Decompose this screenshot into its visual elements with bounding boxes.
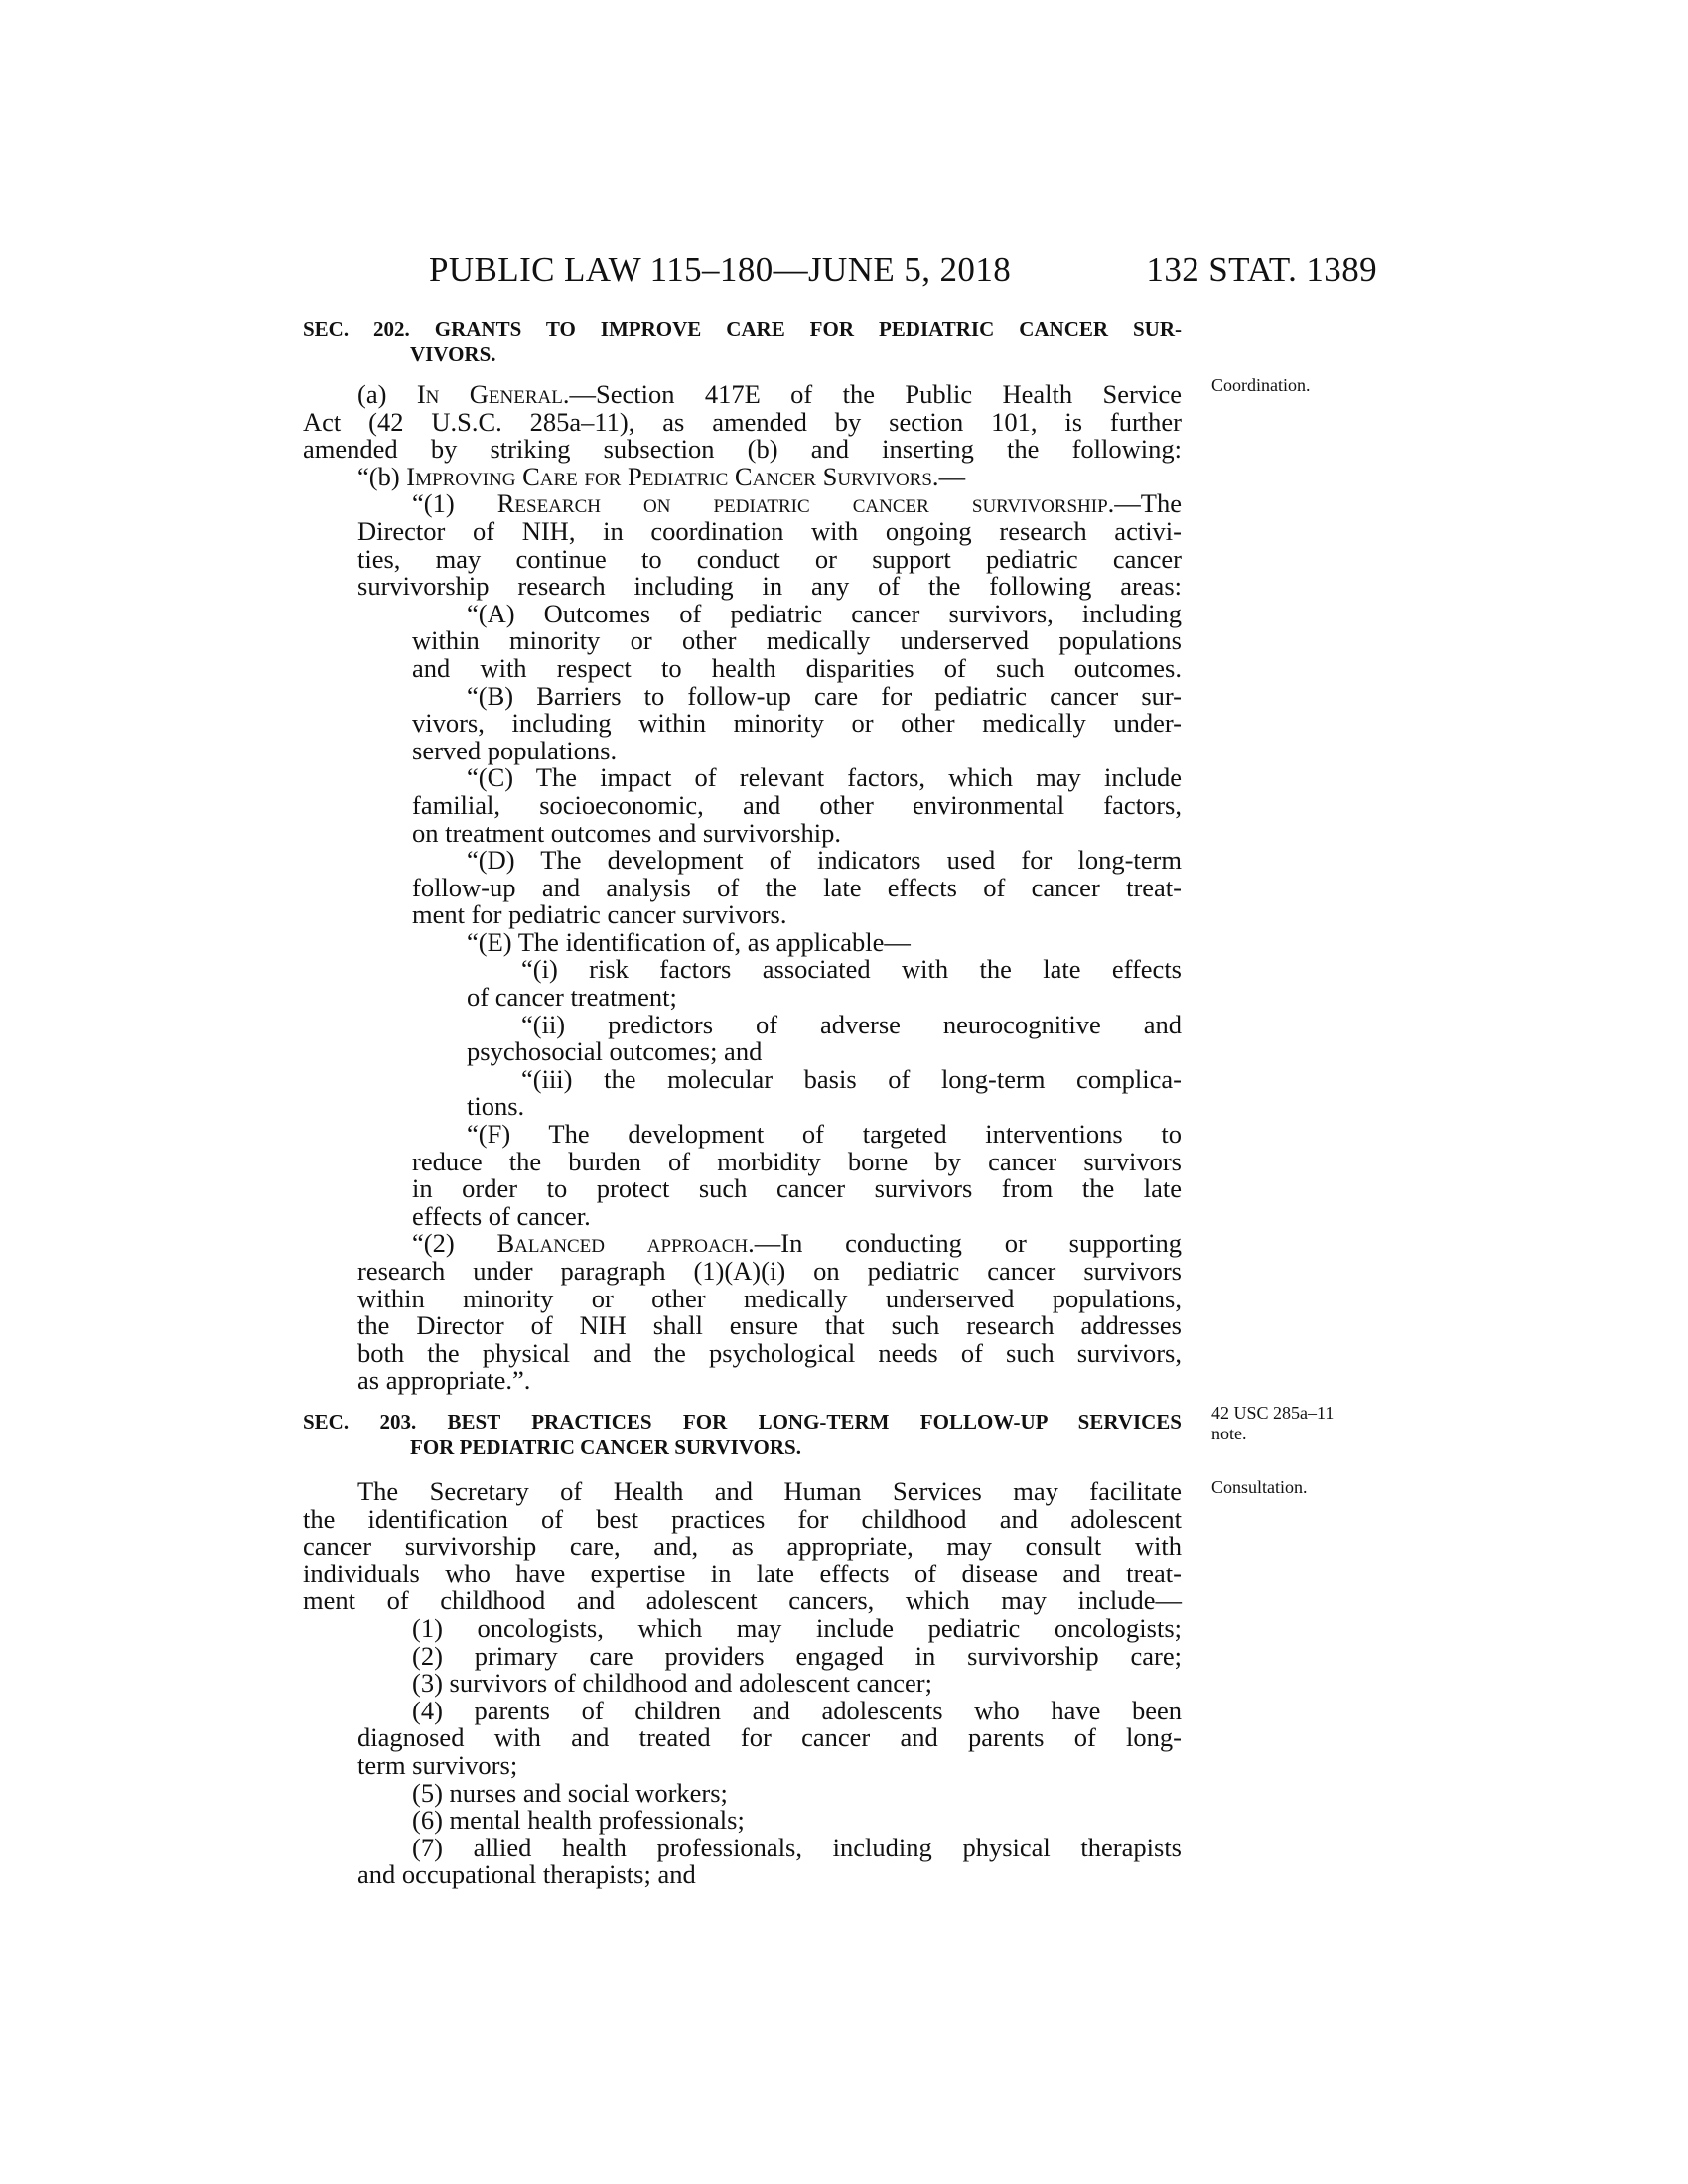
subparagraph-D-line3: ment for pediatric cancer survivors. [412, 899, 787, 930]
sec-202-heading [303, 316, 1182, 367]
sec-203-intro-line4: individuals who have expertise in late effects of disease and treat- [303, 1558, 1182, 1588]
subparagraph-F-line3: in order to protect such cancer survivors from the late [412, 1173, 1182, 1204]
margin-note-consultation: Consultation. [1211, 1477, 1308, 1497]
subsection-a-line2: Act (42 U.S.C. 285a–11), as amended by section 101, is further [303, 406, 1182, 437]
paragraph-1-line4: survivorship research including in any of the following areas: [357, 571, 1182, 602]
paragraph-1-line2: Director of NIH, in coordination with ongoing research activi- [357, 515, 1182, 546]
subsection-b-heading: “(b) Improving Care for Pediatric Cancer Survivors.— [357, 461, 966, 491]
clause-ii-line2: psychosocial outcomes; and [467, 1036, 763, 1067]
sec-203-list [303, 1612, 1182, 1890]
paragraph-2-line3: within minority or other medically underserved populations, [357, 1283, 1182, 1313]
paragraph-2 [303, 1230, 1182, 1395]
list-item-3: (3) survivors of childhood and adolescent cancer; [412, 1668, 932, 1699]
sec-203-heading [303, 1409, 1182, 1460]
margin-note-coordination: Coordination. [1211, 375, 1311, 395]
margin-note-usc-line2: note. [1211, 1424, 1247, 1443]
paragraph-2-line2: research under paragraph (1)(A)(i) on pediatric cancer survivors [357, 1256, 1182, 1286]
sec-203-intro-line5: ment of childhood and adolescent cancers, which may include— [303, 1585, 1182, 1616]
paragraph-2-line4: the Director of NIH shall ensure that such research addresses [357, 1310, 1182, 1341]
list-item-2: (2) primary care providers engaged in survivorship care; [412, 1640, 1182, 1671]
clause-iii-line2: tions. [467, 1091, 525, 1122]
list-item-7-line2: and occupational therapists; and [357, 1859, 696, 1890]
clause-i-line2: of cancer treatment; [467, 982, 677, 1013]
subparagraph-F [303, 1121, 1182, 1230]
subparagraph-C-line3: on treatment outcomes and survivorship. [412, 817, 842, 848]
subsection-a-line1: (a) In General.—Section 417E of the Public Health Service [357, 379, 1182, 409]
sec-203-intro-line3: cancer survivorship care, and, as appropriate, may consult with [303, 1531, 1182, 1562]
subparagraph-A [303, 598, 1182, 683]
sec-202-heading-line2: VIVORS. [410, 342, 496, 366]
list-item-4-line3: term survivors; [357, 1749, 518, 1780]
sec-203-intro-line1: The Secretary of Health and Human Services may facilitate [357, 1475, 1182, 1506]
subparagraph-D-line1: “(D) The development of indicators used for long-term [467, 845, 1182, 876]
subparagraph-D [303, 847, 1182, 929]
paragraph-1 [303, 490, 1182, 600]
subparagraph-A-line2: within minority or other medically underserved populations [412, 625, 1182, 656]
subparagraph-C [303, 764, 1182, 847]
subparagraph-B-line1: “(B) Barriers to follow-up care for pediatric cancer sur- [467, 680, 1182, 711]
paragraph-1-line3: ties, may continue to conduct or support pediatric cancer [357, 543, 1182, 574]
sec-203-heading-line2: FOR PEDIATRIC CANCER SURVIVORS. [410, 1434, 801, 1459]
margin-note-usc-line1: 42 USC 285a–11 [1211, 1403, 1335, 1423]
subparagraph-E [303, 926, 1182, 1122]
list-item-4-line1: (4) parents of children and adolescents who have been [412, 1695, 1182, 1725]
subparagraph-F-line1: “(F) The development of targeted interventions to [467, 1119, 1182, 1150]
list-item-6: (6) mental health professionals; [412, 1805, 745, 1836]
subparagraph-B-line2: vivors, including within minority or other medically under- [412, 708, 1182, 739]
sec-203-intro [303, 1475, 1182, 1616]
subparagraph-B-line3: served populations. [412, 735, 618, 765]
subparagraph-D-line2: follow-up and analysis of the late effects of cancer treat- [412, 872, 1182, 902]
subparagraph-B [303, 680, 1182, 765]
subparagraph-F-line4: effects of cancer. [412, 1200, 591, 1231]
margin-note-usc-citation [1211, 1403, 1334, 1444]
subparagraph-A-line3: and with respect to health disparities of such outcomes. [412, 652, 1182, 683]
paragraph-2-line1: “(2) Balanced approach.—In conducting or supporting [412, 1228, 1183, 1259]
paragraph-1-line1: “(1) Research on pediatric cancer survivorship.—The [412, 488, 1182, 519]
sec-202-heading-line1: SEC. 202. GRANTS TO IMPROVE CARE FOR PEDIATRIC CANCER SUR- [303, 317, 1182, 341]
list-item-5: (5) nurses and social workers; [412, 1777, 728, 1808]
subparagraph-C-line2: familial, socioeconomic, and other environmental factors, [412, 789, 1182, 820]
paragraph-2-line6: as appropriate.”. [357, 1365, 531, 1396]
page-header-title: PUBLIC LAW 115–180—JUNE 5, 2018 [429, 250, 1012, 289]
paragraph-2-line5: both the physical and the psychological needs of such survivors, [357, 1337, 1182, 1368]
clause-iii-line1: “(iii) the molecular basis of long-term complica- [521, 1063, 1182, 1094]
page-header-stat: 132 STAT. 1389 [1146, 250, 1377, 289]
clause-ii-line1: “(ii) predictors of adverse neurocognitive and [521, 1009, 1182, 1039]
subsection-a-line3: amended by striking subsection (b) and inserting the following: [303, 434, 1182, 465]
subparagraph-F-line2: reduce the burden of morbidity borne by cancer survivors [412, 1146, 1182, 1176]
clause-i-line1: “(i) risk factors associated with the late effects [521, 954, 1182, 985]
subparagraph-C-line1: “(C) The impact of relevant factors, which may include [467, 762, 1182, 793]
subparagraph-A-line1: “(A) Outcomes of pediatric cancer survivors, including [467, 598, 1182, 628]
document-body [303, 316, 1182, 1889]
list-item-7-line1: (7) allied health professionals, including physical therapists [412, 1832, 1182, 1862]
subsection-a [303, 381, 1182, 490]
subparagraph-E-line1: “(E) The identification of, as applicable— [467, 926, 911, 957]
sec-203-intro-line2: the identification of best practices for childhood and adolescent [303, 1503, 1182, 1534]
list-item-1: (1) oncologists, which may include pediatric oncologists; [412, 1612, 1182, 1643]
sec-203-heading-line1: SEC. 203. BEST PRACTICES FOR LONG-TERM FOLLOW-UP SERVICES [303, 1409, 1182, 1433]
list-item-4-line2: diagnosed with and treated for cancer and parents of long- [357, 1722, 1182, 1753]
